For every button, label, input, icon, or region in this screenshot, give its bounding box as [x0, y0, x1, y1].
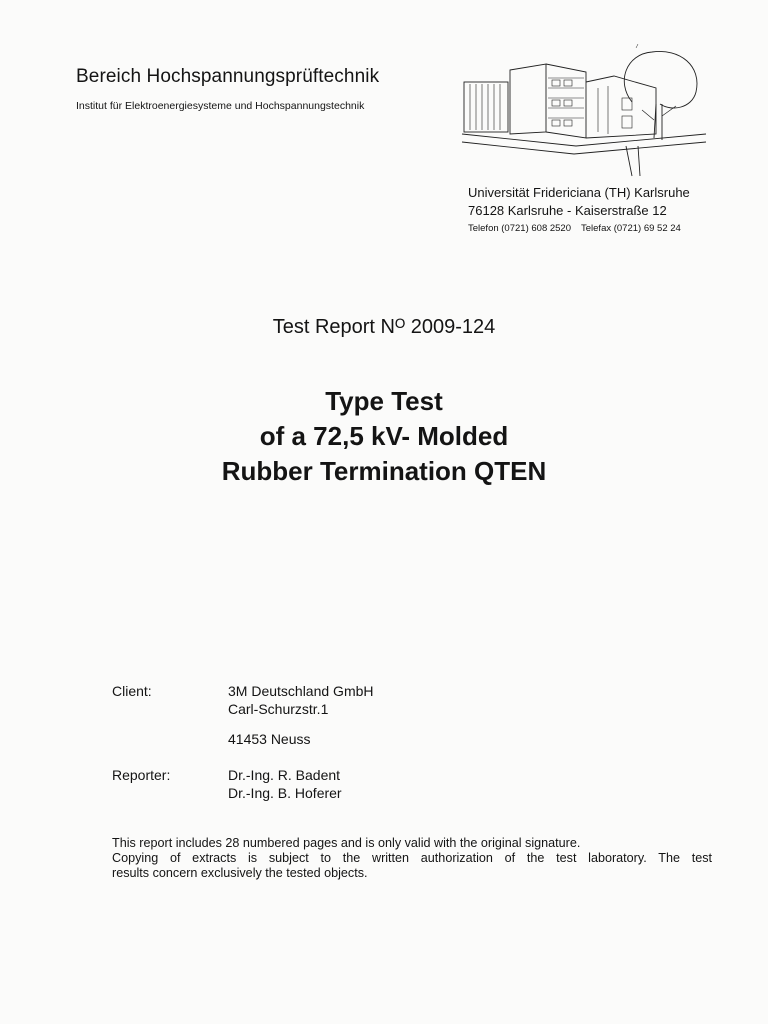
contact-numbers	[468, 223, 681, 234]
client-company: 3M Deutschland GmbH	[228, 683, 374, 699]
report-title-line-3: Rubber Termination QTEN	[221, 456, 547, 486]
notice-line-3: results concern exclusively the tested objects.	[112, 866, 368, 880]
university-address-line-2: 76128 Karlsruhe - Kaiserstraße 12	[468, 203, 667, 218]
building-illustration	[456, 42, 710, 180]
report-title-line-1: Type Test	[325, 386, 443, 416]
client-street: Carl-Schurzstr.1	[228, 701, 329, 717]
department-heading: Bereich Hochspannungsprüftechnik	[76, 66, 380, 87]
reporter-label: Reporter:	[112, 767, 171, 783]
notice-line-1: This report includes 28 numbered pages and is only valid with the original signature.	[112, 836, 581, 850]
telefax-number: Telefax (0721) 69 52 24	[581, 223, 681, 234]
validity-notice	[112, 836, 712, 881]
telephone-number: Telefon (0721) 608 2520	[468, 223, 571, 234]
client-city: 41453 Neuss	[228, 731, 311, 747]
report-title-line-2: of a 72,5 kV- Molded	[259, 421, 509, 451]
notice-line-2: Copying of extracts is subject to the written authorization of the test laboratory. The test	[112, 851, 712, 865]
reporter-2: Dr.-Ing. B. Hoferer	[228, 785, 342, 801]
institute-name: Institut für Elektroenergiesysteme und Hochspannungstechnik	[76, 100, 365, 112]
university-address-line-1: Universität Fridericiana (TH) Karlsruhe	[468, 185, 690, 200]
client-label: Client:	[112, 683, 152, 699]
reporter-1: Dr.-Ing. R. Badent	[228, 767, 341, 783]
report-number: Test Report Nᴼ 2009-124	[272, 316, 496, 338]
